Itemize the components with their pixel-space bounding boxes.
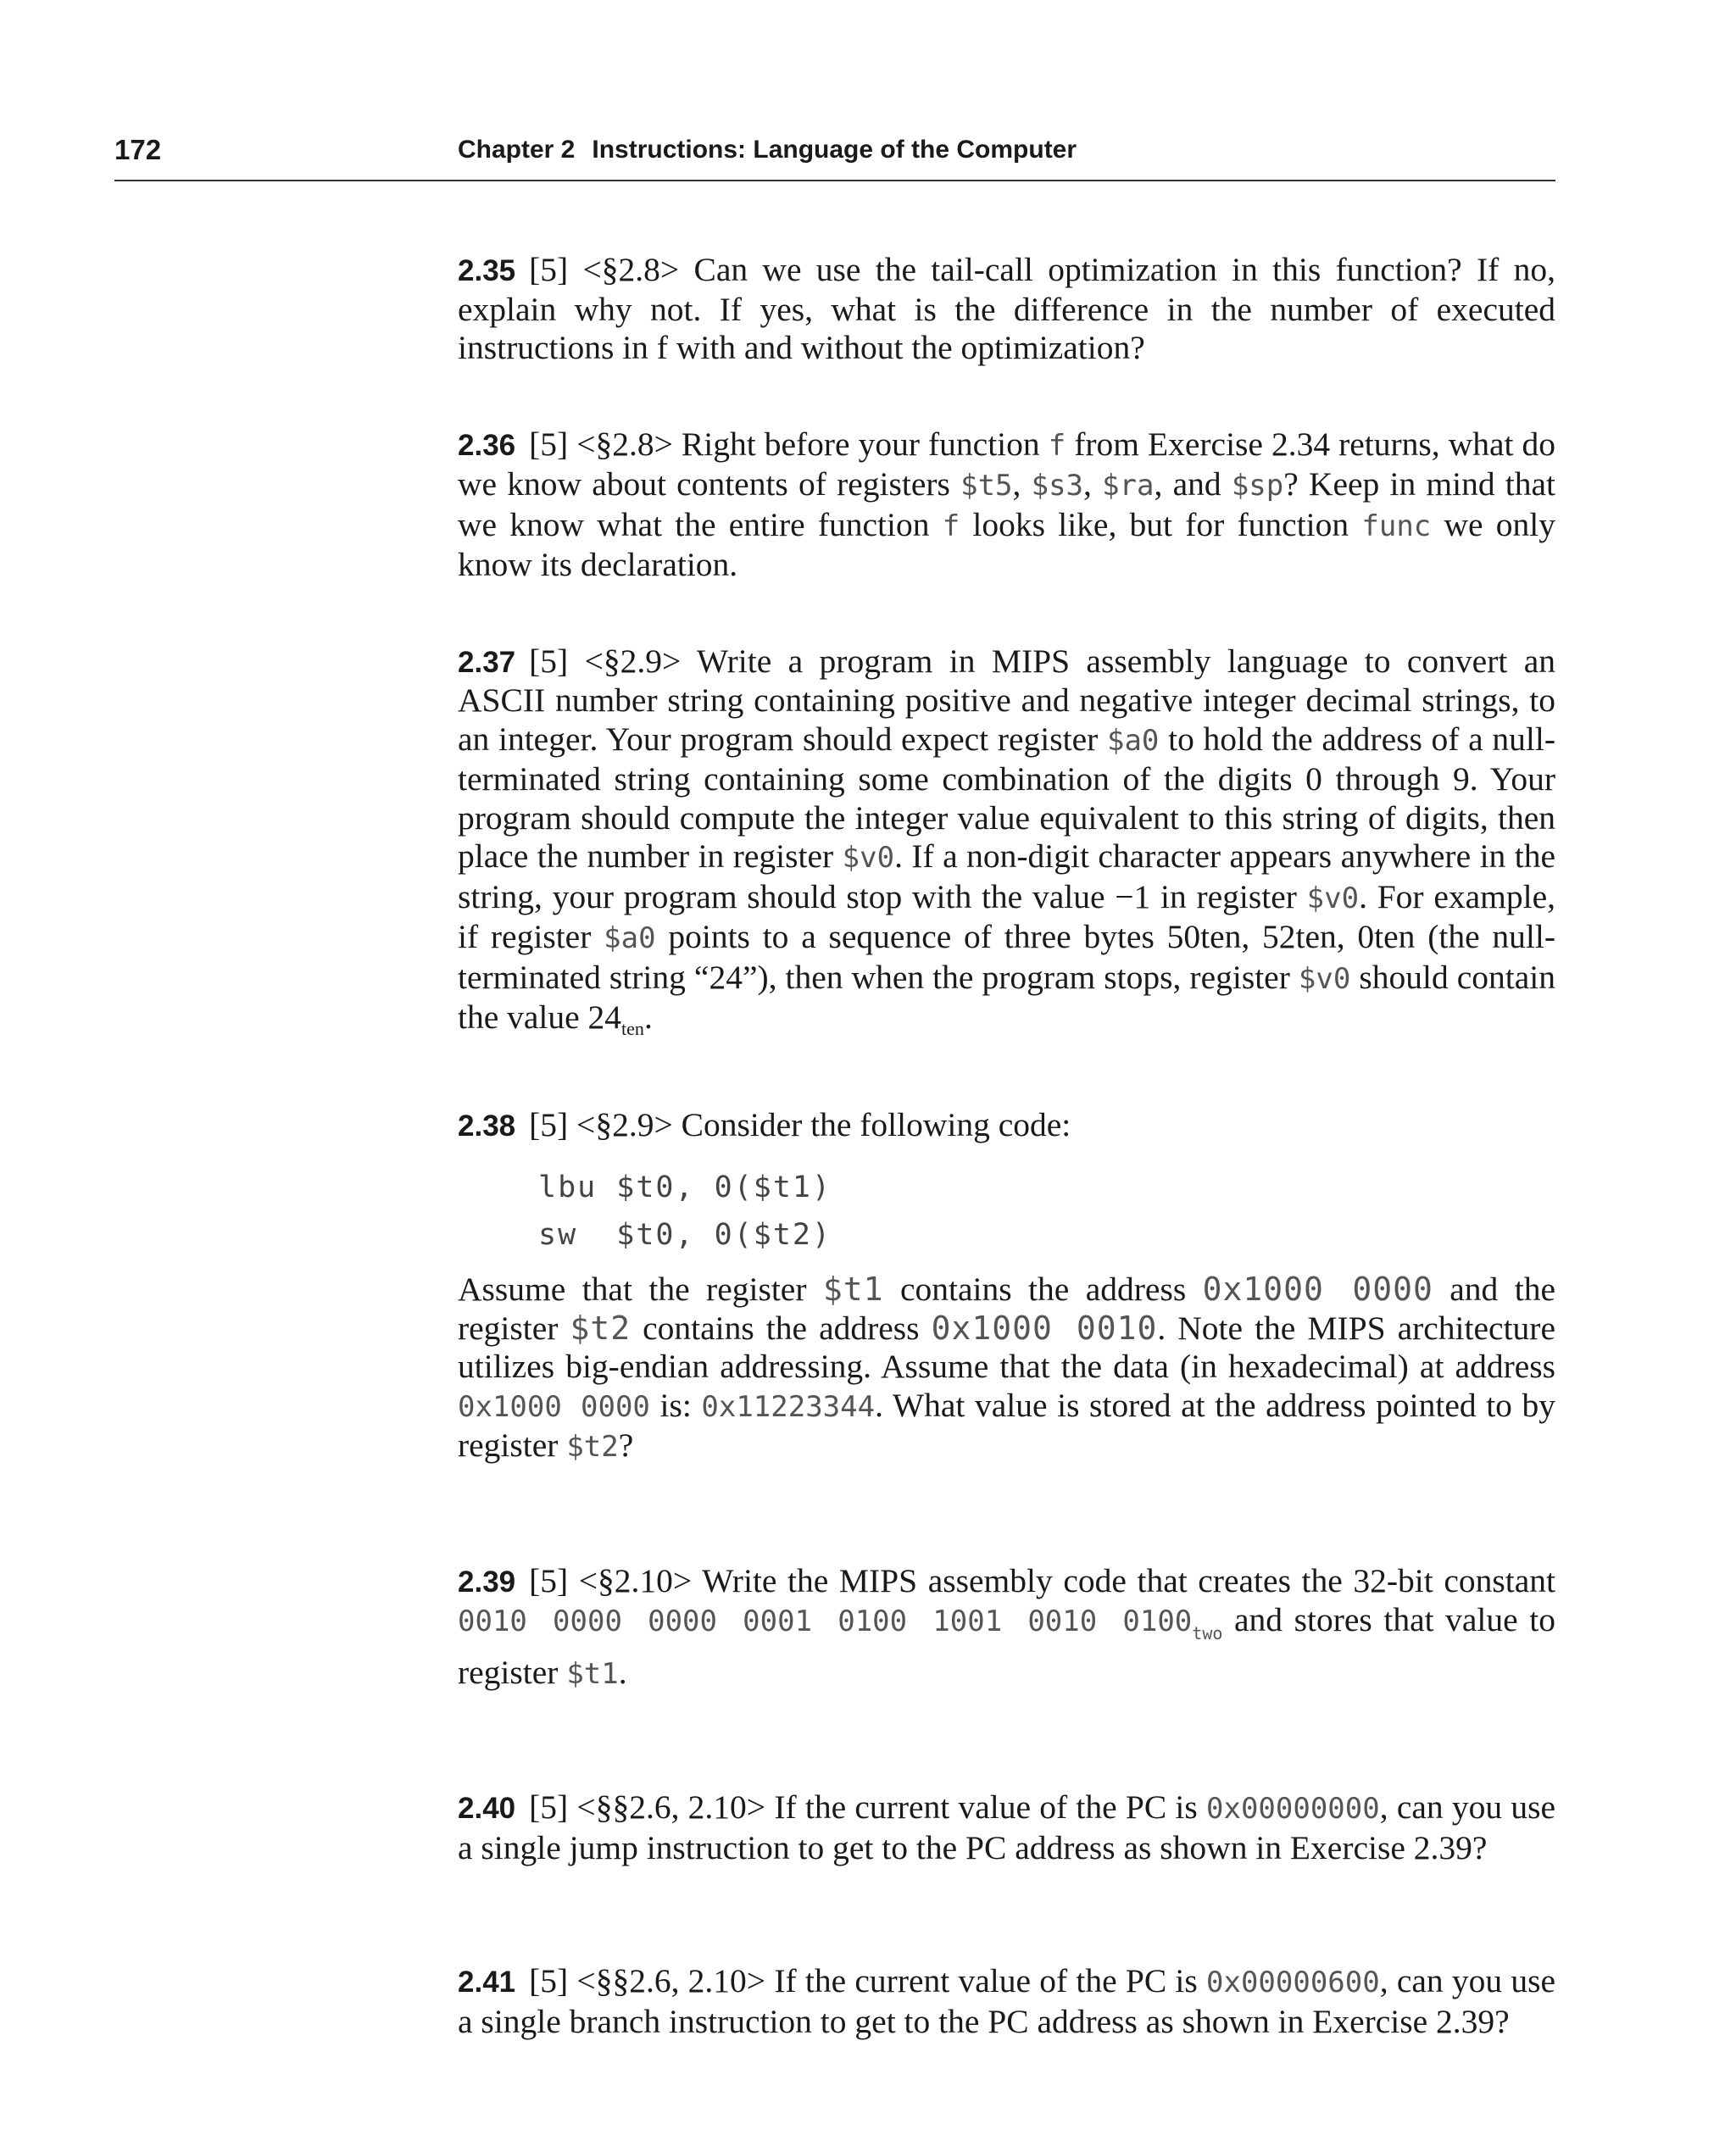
- exercise-text: points to a sequence of three bytes 50ten, 52ten, 0ten (the null-terminated string “24”), then when the program stops, register: [458, 918, 1555, 996]
- code-inline: 0x1000 0000: [458, 1389, 650, 1424]
- exercise-text: ? Keep in mind that we know what the entire function: [458, 465, 1556, 543]
- exercise-text: and stores that value to register: [458, 1601, 1555, 1691]
- exercise-text: . What value is stored at the address pointed to by register: [458, 1386, 1556, 1464]
- code-inline: $ra: [1102, 469, 1155, 503]
- code-listing: [538, 1164, 1555, 1259]
- exercise-2-35: [458, 251, 1555, 368]
- code-inline: $v0: [1298, 961, 1351, 996]
- exercise-number: 2.37: [458, 645, 516, 679]
- page-header: [114, 127, 1555, 181]
- code-inline: $a0: [1106, 723, 1160, 758]
- exercise-meta: [5] <§§2.6, 2.10>: [529, 1788, 766, 1826]
- exercise-text: Write the MIPS assembly code that creates the 32-bit constant: [702, 1561, 1555, 1599]
- code-inline: f: [1048, 428, 1066, 463]
- exercise-2-37: [458, 642, 1555, 1048]
- chapter-title: Instructions: Language of the Computer: [592, 136, 1077, 164]
- code-inline: $t1: [822, 1271, 884, 1308]
- code-inline: $v0: [842, 841, 895, 875]
- code-inline: $sp: [1231, 469, 1284, 503]
- exercise-text: .: [643, 998, 653, 1036]
- exercise-text: . Note the MIPS architecture utilizes big-endian addressing. Assume that the data (in hexadecimal) at address: [458, 1309, 1555, 1385]
- exercise-meta: [5] <§2.8>: [529, 251, 680, 288]
- exercise-text: If the current value of the PC is: [774, 1788, 1206, 1826]
- code-line: sw $t0, 0($t2): [538, 1218, 832, 1252]
- code-inline: $v0: [1306, 881, 1360, 915]
- subscript: ten: [621, 1018, 644, 1039]
- exercise-text: ,: [1012, 465, 1032, 503]
- exercise-meta: [5] <§2.9>: [529, 642, 682, 680]
- exercise-2-40: [458, 1788, 1555, 1867]
- code-inline: 0010 0000 0000 0001 0100 1001 0010 0100: [458, 1604, 1193, 1638]
- exercise-intro: Consider the following code:: [681, 1105, 1071, 1143]
- exercise-text: is:: [649, 1386, 702, 1424]
- code-inline: 0x00000600: [1206, 1966, 1380, 1999]
- exercise-text: , can you use a single jump instruction to get to the PC address as shown in Exercise 2.39?: [458, 1788, 1556, 1866]
- chapter-label: Chapter 2: [458, 136, 576, 164]
- exercise-meta: [5] <§2.10>: [529, 1561, 693, 1599]
- code-inline: $s3: [1031, 469, 1084, 503]
- exercise-text: , and: [1154, 465, 1232, 503]
- exercise-text: Assume that the register: [458, 1271, 823, 1308]
- code-inline: $t2: [570, 1309, 632, 1347]
- exercise-text: .: [618, 1653, 627, 1691]
- exercise-2-39: [458, 1562, 1555, 1694]
- exercise-text: contains the address: [883, 1271, 1203, 1308]
- exercise-text: . For example, if register: [458, 877, 1555, 955]
- exercise-text: to hold the address of a null-terminated string containing some combination of the digits 0 through 9. Your program should compute the integer value equivalent to this string of digits, then place the number in register: [458, 720, 1555, 875]
- code-line: lbu $t0, 0($t1): [538, 1171, 832, 1204]
- exercise-number: 2.40: [458, 1792, 516, 1825]
- exercise-text: and the register: [458, 1271, 1555, 1347]
- exercise-meta: [5] <§2.8>: [529, 425, 673, 463]
- code-inline: f: [942, 509, 960, 543]
- exercise-number: 2.41: [458, 1966, 516, 1999]
- exercise-2-38-body: [458, 1271, 1555, 1467]
- page-number: 172: [114, 134, 162, 165]
- code-inline: $t2: [566, 1430, 619, 1464]
- exercise-number: 2.38: [458, 1109, 516, 1143]
- exercise-text: ?: [618, 1426, 634, 1464]
- exercise-text: from Exercise 2.34 returns, what do we know about contents of registers: [458, 425, 1555, 503]
- subscript: two: [1192, 1623, 1223, 1643]
- code-inline: 0x1000 0010: [931, 1309, 1158, 1347]
- exercise-text: Right before your function: [681, 425, 1049, 463]
- exercise-text: we only know its declaration.: [458, 505, 1555, 583]
- exercise-number: 2.39: [458, 1565, 516, 1599]
- exercise-text: Write a program in MIPS assembly language to convert an ASCII number string containing positive and negative integer decimal strings, to an integer. Your program should expect register: [458, 642, 1555, 758]
- exercise-text: ,: [1083, 465, 1103, 503]
- exercise-text: contains the address: [631, 1309, 932, 1347]
- exercise-meta: [5] <§2.9>: [529, 1105, 673, 1143]
- exercise-2-41: [458, 1962, 1555, 2041]
- exercise-text: looks like, but for function: [960, 505, 1362, 543]
- code-inline: $t1: [566, 1656, 619, 1691]
- exercise-number: 2.35: [458, 254, 516, 287]
- code-inline: $a0: [604, 921, 656, 955]
- code-inline: 0x1000 0000: [1202, 1271, 1433, 1308]
- exercise-text: should contain the value 24: [458, 958, 1555, 1036]
- exercise-text: . If a non-digit character appears anywhere in the string, your program should stop with the value −1 in register: [458, 837, 1555, 915]
- exercise-number: 2.36: [458, 428, 516, 462]
- exercise-2-36: [458, 425, 1555, 585]
- code-inline: 0x00000000: [1206, 1792, 1380, 1826]
- code-inline: $t5: [960, 469, 1013, 503]
- exercise-2-38: [458, 1106, 1555, 1146]
- exercise-meta: [5] <§§2.6, 2.10>: [529, 1962, 766, 1999]
- exercise-list: [458, 251, 1555, 2041]
- exercise-text: Can we use the tail-call optimization in this function? If no, explain why not. If yes, what is the difference in the number of executed instructions in f with and without the optimization?: [458, 251, 1556, 366]
- exercise-text: , can you use a single branch instruction to get to the PC address as shown in Exercise 2.39?: [458, 1962, 1556, 2040]
- exercise-text: If the current value of the PC is: [774, 1962, 1206, 1999]
- chapter-heading: [458, 136, 1077, 164]
- code-inline: func: [1361, 509, 1432, 543]
- code-inline: 0x11223344: [701, 1389, 876, 1424]
